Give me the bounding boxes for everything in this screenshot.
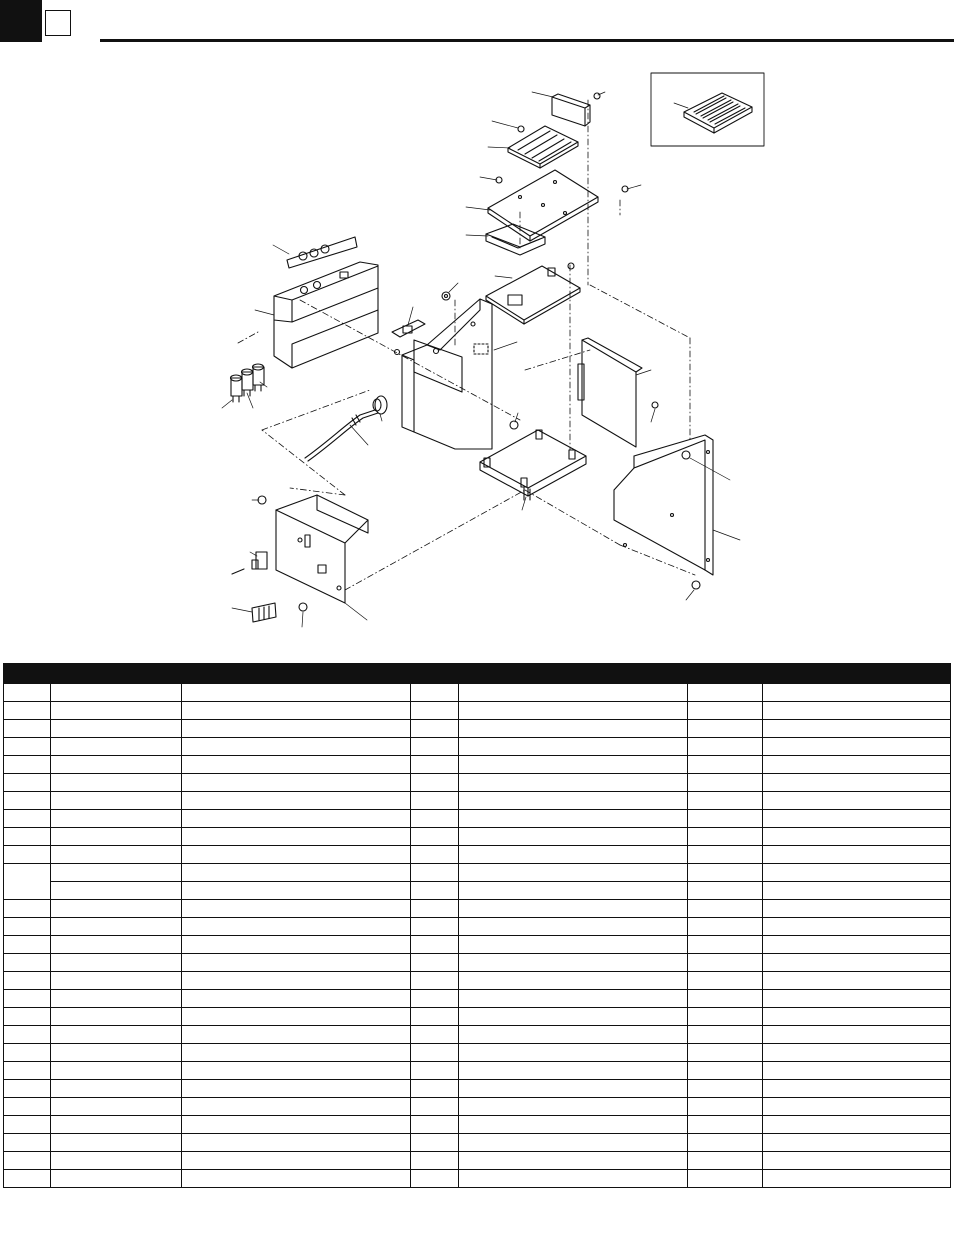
table-cell [4,828,51,846]
table-cell [4,1116,51,1134]
table-cell [182,792,411,810]
column-header [688,664,763,684]
table-cell [411,900,459,918]
table-cell [459,1116,688,1134]
table-row [4,990,951,1008]
table-cell [688,900,763,918]
side-cover-left [578,338,658,447]
table-cell [688,882,763,900]
table-cell [688,1098,763,1116]
table-cell [4,1098,51,1116]
table-cell [688,720,763,738]
table-cell [411,1044,459,1062]
table-cell [411,1008,459,1026]
table-cell [51,1080,182,1098]
table-cell [4,954,51,972]
table-cell [459,846,688,864]
table-cell [763,702,951,720]
harness-cable [305,410,378,461]
table-cell [4,1026,51,1044]
table-cell [51,792,182,810]
table-cell [763,828,951,846]
table-row [4,1116,951,1134]
table-cell [51,1098,182,1116]
table-row [4,756,951,774]
table-cell [51,1152,182,1170]
table-cell [182,936,411,954]
table-cell [763,738,951,756]
table-cell [182,1098,411,1116]
lower-bracket-plate [258,495,368,611]
table-cell [688,828,763,846]
table-cell [182,1008,411,1026]
table-row [4,846,951,864]
table-cell [459,828,688,846]
table-cell [688,1026,763,1044]
table-cell [51,882,182,900]
table-cell [763,1044,951,1062]
table-cell [763,810,951,828]
table-cell [459,990,688,1008]
table-cell [763,756,951,774]
table-row [4,972,951,990]
table-cell [459,918,688,936]
table-cell [51,828,182,846]
table-cell [182,720,411,738]
table-cell [182,702,411,720]
inset-board-holder [684,93,752,133]
table-cell [411,972,459,990]
table-cell [182,810,411,828]
table-cell [411,738,459,756]
connector [232,552,267,574]
table-cell [459,1062,688,1080]
table-cell [51,1008,182,1026]
center-side-panel [402,299,518,449]
table-cell [459,792,688,810]
table-cell [763,972,951,990]
table-cell [4,1080,51,1098]
table-cell [411,1116,459,1134]
table-header-row [4,664,951,684]
section-id-box [45,10,71,36]
table-cell [459,1044,688,1062]
table-cell [51,1026,182,1044]
table-cell [4,918,51,936]
table-cell [763,1080,951,1098]
table-cell [411,720,459,738]
table-cell [4,1044,51,1062]
table-row [4,684,951,702]
table-cell [51,774,182,792]
table-cell [763,936,951,954]
table-cell [763,918,951,936]
table-cell [459,900,688,918]
table-cell [411,954,459,972]
table-cell [411,882,459,900]
table-cell [688,738,763,756]
table-cell [763,792,951,810]
table-cell [411,990,459,1008]
table-cell [459,720,688,738]
table-cell [411,756,459,774]
column-header [182,664,411,684]
table-cell [411,1026,459,1044]
table-cell [182,684,411,702]
table-row [4,1152,951,1170]
table-cell [411,1170,459,1188]
table-cell [411,936,459,954]
column-header [763,664,951,684]
header-rule [100,39,954,42]
table-cell [51,936,182,954]
table-cell [459,738,688,756]
table-cell [4,792,51,810]
table-cell [459,1152,688,1170]
table-cell [411,774,459,792]
table-cell [688,936,763,954]
table-row [4,1098,951,1116]
table-cell [51,990,182,1008]
table-cell [688,774,763,792]
table-cell [182,1152,411,1170]
table-cell [411,1080,459,1098]
table-cell [411,1152,459,1170]
table-cell [763,1170,951,1188]
table-cell [4,720,51,738]
table-cell [459,1026,688,1044]
table-cell [4,900,51,918]
table-row [4,792,951,810]
column-header [51,664,182,684]
table-row [4,1062,951,1080]
table-cell [459,756,688,774]
table-cell [182,774,411,792]
table-cell [4,990,51,1008]
table-row [4,1134,951,1152]
table-cell [688,756,763,774]
table-cell [763,1134,951,1152]
assembly-guide-lines [238,100,695,590]
table-cell [763,990,951,1008]
table-cell [51,1062,182,1080]
table-cell [459,864,688,882]
table-cell [411,1062,459,1080]
table-row [4,1044,951,1062]
table-cell [763,900,951,918]
table-row [4,738,951,756]
side-panel-right [614,435,713,589]
table-cell [411,828,459,846]
table-row [4,1008,951,1026]
switch-bracket [392,320,425,355]
table-cell [459,1170,688,1188]
table-cell [688,864,763,882]
table-row [4,810,951,828]
table-row [4,1026,951,1044]
table-cell [688,1080,763,1098]
table-cell [4,936,51,954]
table-cell [459,936,688,954]
table-cell [763,1098,951,1116]
table-cell [459,810,688,828]
table-cell [688,792,763,810]
table-cell [763,1062,951,1080]
table-cell [51,864,182,882]
table-cell [4,1134,51,1152]
label-plate [252,603,276,622]
mount-plate [488,170,628,241]
table-row [4,918,951,936]
board-rail [486,224,545,255]
table-cell [182,1062,411,1080]
table-cell [763,1008,951,1026]
table-cell [688,954,763,972]
table-cell [51,1134,182,1152]
push-buttons [231,364,265,402]
table-cell [51,900,182,918]
table-cell [763,882,951,900]
table-cell [688,684,763,702]
table-cell [4,702,51,720]
table-row [4,774,951,792]
table-cell [51,720,182,738]
table-row [4,936,951,954]
table-cell [51,810,182,828]
table-row [4,954,951,972]
table-cell [182,1170,411,1188]
table-cell [4,810,51,828]
table-cell [182,972,411,990]
table-cell [182,918,411,936]
table-cell [4,972,51,990]
column-header [4,664,51,684]
table-row [4,720,951,738]
table-cell [459,1098,688,1116]
table-cell [688,810,763,828]
table-cell [763,1026,951,1044]
table-cell [411,846,459,864]
table-cell [4,1170,51,1188]
table-cell [4,1152,51,1170]
table-cell [688,972,763,990]
table-cell [459,1134,688,1152]
table-cell [4,1062,51,1080]
table-cell [4,1008,51,1026]
table-cell [182,1080,411,1098]
table-cell [182,864,411,882]
table-row [4,900,951,918]
table-cell [51,1116,182,1134]
table-cell [688,1062,763,1080]
table-cell [182,1044,411,1062]
table-cell [182,1116,411,1134]
column-header [411,664,459,684]
table-cell [688,1044,763,1062]
table-row [4,702,951,720]
table-cell [459,774,688,792]
table-cell [182,882,411,900]
cover-plate [287,237,357,268]
table-cell [411,792,459,810]
table-cell [459,684,688,702]
pcb-board [486,263,580,324]
table-cell [411,1134,459,1152]
table-cell [51,1044,182,1062]
table-cell [688,1134,763,1152]
table-cell [51,972,182,990]
exploded-parts-diagram [0,44,954,644]
board-holder-plate [508,126,578,168]
base-plate [480,430,586,500]
table-cell [688,702,763,720]
screw-top [442,292,450,300]
table-cell [688,918,763,936]
table-cell [763,1152,951,1170]
volume-knob [373,396,387,414]
table-cell [688,1116,763,1134]
table-cell [182,954,411,972]
parts-list-body [4,684,951,1188]
parts-list-table [3,663,951,1188]
table-cell [688,990,763,1008]
table-cell [182,990,411,1008]
table-cell [411,684,459,702]
table-cell [411,1098,459,1116]
table-cell [763,684,951,702]
table-cell [51,702,182,720]
table-cell [688,1008,763,1026]
table-cell [51,918,182,936]
table-cell [4,738,51,756]
table-row [4,1170,951,1188]
table-cell [51,1170,182,1188]
table-cell [411,810,459,828]
top-bracket [552,93,600,126]
table-cell [182,846,411,864]
table-cell [459,972,688,990]
column-header [459,664,688,684]
table-cell [411,918,459,936]
bracket-box [274,262,378,368]
inset-detail [651,73,764,146]
table-cell [763,1116,951,1134]
table-row [4,828,951,846]
table-cell [182,1026,411,1044]
table-cell [51,846,182,864]
table-cell [4,756,51,774]
table-cell [763,864,951,882]
table-cell [763,954,951,972]
table-cell [182,900,411,918]
table-cell [688,846,763,864]
table-cell [459,954,688,972]
table-cell [411,864,459,882]
table-cell [51,756,182,774]
table-row [4,882,951,900]
table-cell [763,774,951,792]
table-cell [688,1170,763,1188]
table-row [4,1080,951,1098]
table-cell [4,684,51,702]
table-cell [182,1134,411,1152]
table-cell [182,828,411,846]
table-cell [411,702,459,720]
table-cell [4,864,51,900]
table-cell [51,738,182,756]
table-cell [4,774,51,792]
table-row [4,864,951,882]
table-cell [688,1152,763,1170]
table-cell [51,684,182,702]
table-cell [459,1080,688,1098]
table-cell [4,846,51,864]
table-cell [763,846,951,864]
table-cell [182,756,411,774]
table-cell [459,882,688,900]
table-cell [51,954,182,972]
table-cell [459,1008,688,1026]
table-cell [182,738,411,756]
table-cell [459,702,688,720]
section-tab-black [0,0,42,42]
table-cell [763,720,951,738]
